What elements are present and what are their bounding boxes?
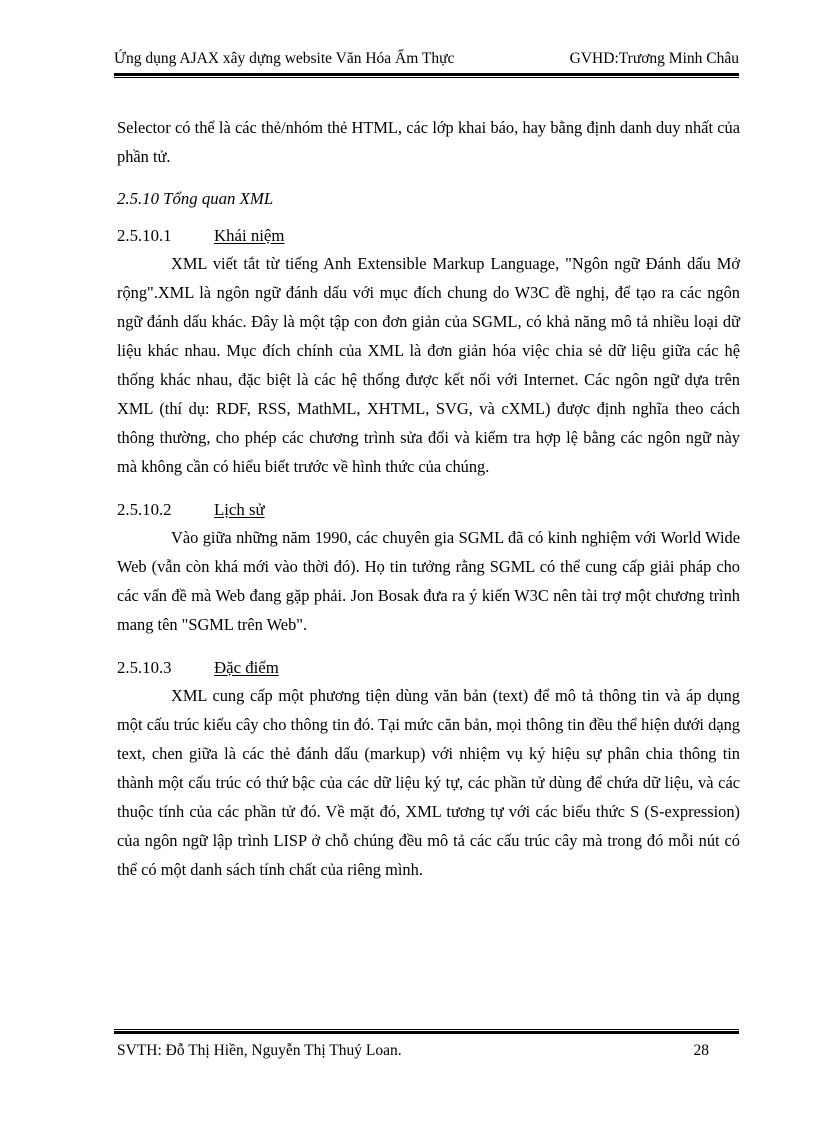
footer-divider xyxy=(114,1029,739,1034)
header-supervisor: GVHD:Trương Minh Châu xyxy=(569,50,739,67)
page-number: 28 xyxy=(693,1042,709,1059)
subsection-number: 2.5.10.3 xyxy=(117,658,172,677)
subsection-number: 2.5.10.2 xyxy=(117,500,172,519)
intro-paragraph: Selector có thể là các thẻ/nhóm thẻ HTML, các lớp khai báo, hay bằng định danh duy nhất của phần tử. xyxy=(117,118,740,166)
paragraph-concept: XML viết tắt từ tiếng Anh Extensible Markup Language, "Ngôn ngữ Đánh dấu Mở rộng".XML là ngôn ngữ đánh dấu với mục đích chung do W3C đề nghị, để tạo ra các ngôn ngữ đánh dấu khác. Đây là một tập con đơn giản của SGML, có khả năng mô tả nhiều loại dữ liệu khác nhau. Mục đích chính của XML là đơn giản hóa việc chia sẻ dữ liệu giữa các hệ thống khác nhau, đặc biệt là các hệ thống được kết nối với Internet. Các ngôn ngữ dựa trên XML (thí dụ: RDF, RSS, MathML, XHTML, SVG, và cXML) được định nghĩa theo cách thông thường, cho phép các chương trình sửa đổi và kiểm tra hợp lệ bằng các ngôn ngữ này mà không cần có hiểu biết trước về hình thức của chúng. xyxy=(117,254,740,476)
paragraph-features: XML cung cấp một phương tiện dùng văn bản (text) để mô tả thông tin và áp dụng một cấu trúc kiểu cây cho thông tin đó. Tại mức căn bản, mọi thông tin đều thể hiện dưới dạng text, chen giữa là các thẻ đánh dấu (markup) với nhiệm vụ ký hiệu sự phân chia thông tin thành một cấu trúc có thứ bậc của các dữ liệu ký tự, các phần tử dùng để chứa dữ liệu, và các thuộc tính của các phần tử đó. Về mặt đó, XML tương tự với các biểu thức S (S-expression) của ngôn ngữ lập trình LISP ở chỗ chúng đều mô tả các cấu trúc cây mà trong đó mỗi nút có thể có một danh sách tính chất của riêng mình. xyxy=(117,686,740,879)
section-heading: 2.5.10 Tổng quan XML xyxy=(117,189,274,208)
subsection-number: 2.5.10.1 xyxy=(117,226,172,245)
header-document-title: Ứng dụng AJAX xây dựng website Văn Hóa Ẩm Thực xyxy=(114,50,455,67)
subsection-title: Đặc điểm xyxy=(214,658,279,677)
footer-authors: SVTH: Đỗ Thị Hiền, Nguyễn Thị Thuý Loan. xyxy=(117,1042,402,1059)
page-header xyxy=(114,48,739,70)
paragraph-history: Vào giữa những năm 1990, các chuyên gia SGML đã có kinh nghiệm với World Wide Web (vẫn còn khá mới vào thời đó). Họ tin tưởng rằng SGML có thể cung cấp giải pháp cho các vấn đề mà Web đang gặp phải. Jon Bosak đưa ra ý kiến W3C nên tài trợ một chương trình mang tên "SGML trên Web". xyxy=(117,528,740,634)
subsection-title: Khái niệm xyxy=(214,226,285,245)
subsection-heading-history xyxy=(117,499,740,521)
subsection-title: Lịch sử xyxy=(214,500,265,519)
subsection-heading-concept xyxy=(117,225,740,247)
page-content xyxy=(117,110,740,884)
header-divider xyxy=(114,73,739,78)
subsection-heading-features xyxy=(117,657,740,679)
